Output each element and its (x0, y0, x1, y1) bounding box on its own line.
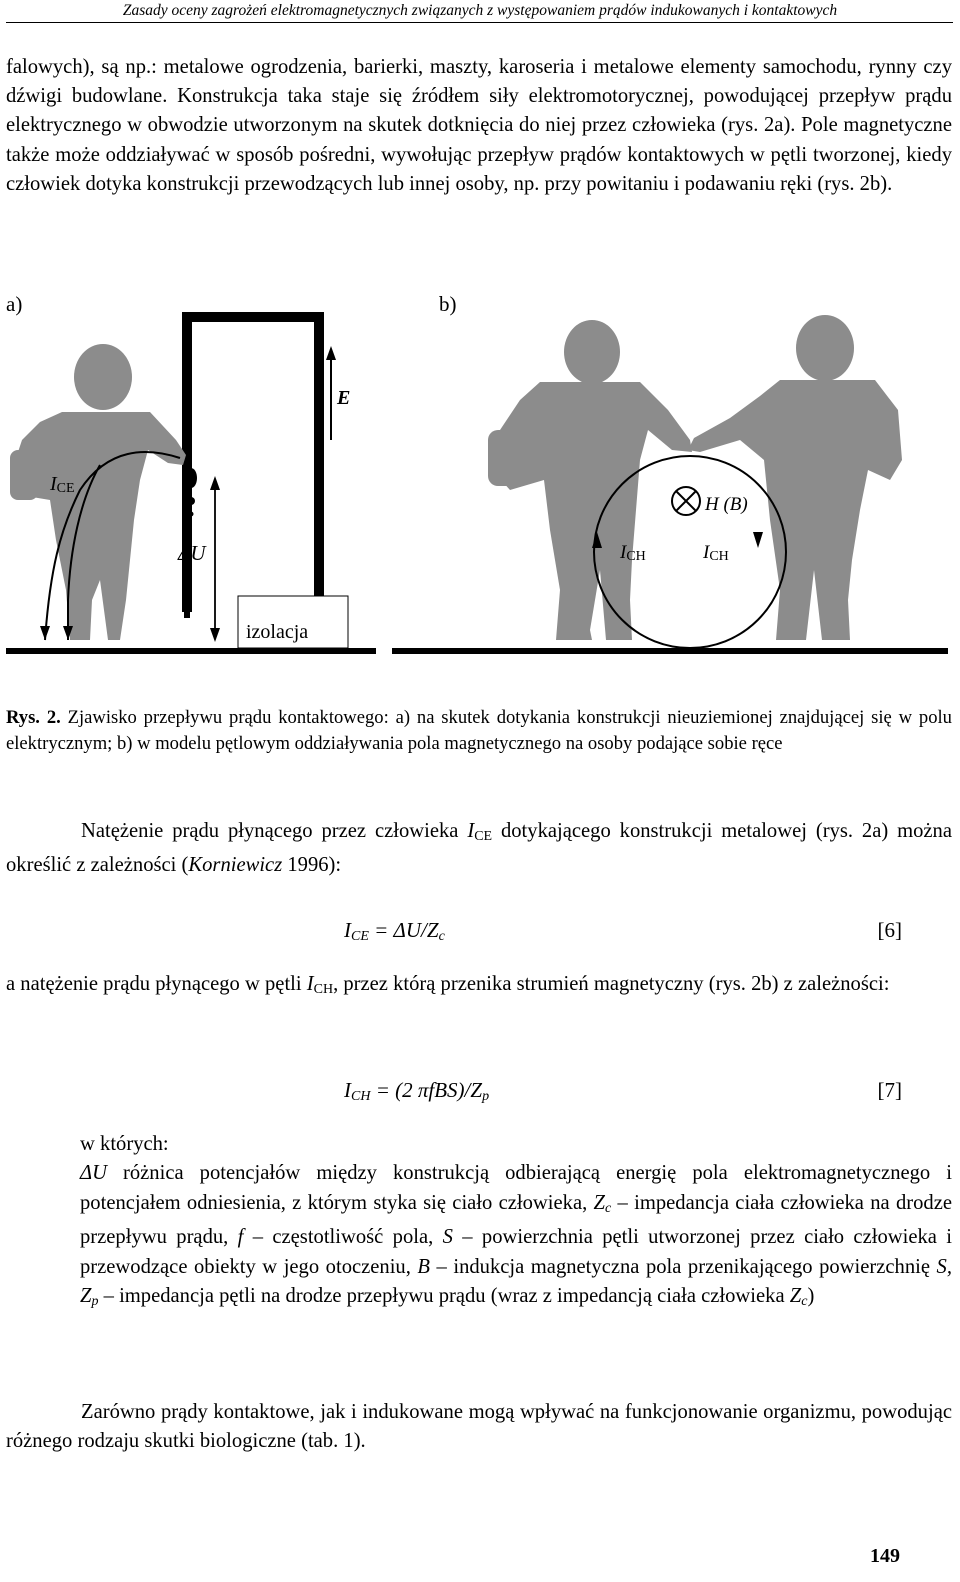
ice-label: ICE (50, 473, 75, 496)
header-rule (6, 22, 953, 23)
figure-caption (6, 705, 952, 757)
equation-6-number: [6] (877, 918, 902, 942)
legend-intro: w których: (80, 1133, 169, 1155)
eq7-rest: = (2 πfBS)/Z (370, 1078, 483, 1102)
equation-6 (344, 918, 445, 949)
ich-right-label: ICH (703, 542, 729, 564)
paragraph-2 (6, 817, 952, 880)
legend-zc-sub: c (605, 1200, 612, 1216)
legend-f: f (237, 1226, 244, 1249)
legend-b: B (417, 1255, 430, 1278)
ground-line-a (6, 648, 376, 654)
ich-left-label: ICH (620, 542, 646, 564)
running-header: Zasady oceny zagrożeń elektromagnetycznych związanych z występowaniem prądów indukowanych i kontaktowych (122, 2, 838, 19)
legend-sz: S, Z (80, 1255, 952, 1308)
legend-s: S (442, 1226, 453, 1249)
e-field-arrow (326, 346, 336, 440)
symbol-legend (80, 1130, 952, 1316)
person-silhouette-b-left (488, 320, 692, 640)
equation-7 (344, 1078, 489, 1109)
legend-t7: ) (807, 1285, 815, 1308)
legend-t6: – impedancja pętli na drodze przepływu prądu (wraz z impedancją ciała człowieka (98, 1285, 790, 1308)
ground-line-b (392, 648, 948, 654)
legend-z2: Z (789, 1285, 802, 1308)
p2-author: Korniewicz (188, 854, 283, 877)
legend-du: ΔU (80, 1162, 107, 1185)
legend-t2: – impedancja ciała człowieka na drodze przepływu prądu, (80, 1191, 952, 1249)
delta-u-label: ΔU (178, 541, 206, 565)
equation-7-number: [7] (877, 1078, 902, 1102)
p2-text-3: 1996): (282, 854, 342, 877)
p3-subscript: CH (313, 982, 334, 997)
eq6-sub: CE (351, 929, 369, 944)
person-silhouette-b-right (688, 315, 902, 640)
eq7-sub2: p (482, 1089, 490, 1104)
p2-symbol-i: I (467, 820, 475, 842)
ice-arrows (40, 626, 73, 640)
paragraph-3 (6, 970, 952, 1004)
eq6-i: I (344, 918, 351, 942)
caption-text: Zjawisko przepływu prądu kontaktowego: a) na skutek dotykania konstrukcji nieuziemionej znajdującej się w polu elektrycznym; b) w modelu pętlowym oddziaływania pola magnetycznego na osoby podające sobie ręce (6, 707, 952, 754)
metal-structure (182, 312, 324, 634)
p2-text-2: dotykającego konstrukcji metalowej (rys. 2a) można określić z zależności ( (6, 820, 952, 877)
legend-t1: różnica potencjałów między konstrukcją odbierającą energię pola elektromagnetycznego i potencjałem odniesienia, z którym styka się ciało człowieka, (80, 1162, 952, 1214)
page-number: 149 (870, 1545, 900, 1567)
eq7-sub: CH (351, 1089, 371, 1104)
figure-label-a: a) (6, 292, 23, 316)
p2-subscript: CE (474, 829, 493, 844)
p3-symbol-i: I (306, 973, 314, 995)
eq6-sub2: c (438, 929, 445, 944)
caption-label: Rys. 2. (6, 707, 61, 728)
legend-t3: – częstotliwość pola, (243, 1226, 443, 1249)
hb-label: H (B) (705, 494, 748, 515)
eq6-rest: = ΔU/Z (368, 918, 439, 942)
e-field-label: E (337, 387, 351, 409)
insulation-label: izolacja (246, 621, 309, 643)
paragraph-1: falowych), są np.: metalowe ogrodzenia, barierki, maszty, karoseria i metalowe elementy samochodu, rynny czy dźwigi budowlane. Konstrukcja taka staje się źródłem siły elektromotorycznej, powodującej przepływ prądu elektrycznego w obwodzie utworzonym na skutek dotknięcia do niej przez człowieka (rys. 2a). Pole magnetyczne także może oddziaływać w sposób pośredni, wywołując przepływ prądów kontaktowych w pętli tworzonej, kiedy człowiek dotyka konstrukcji przewodzących lub innej osoby, np. przy powitaniu i podawaniu ręki (rys. 2b). (6, 56, 952, 195)
legend-t4: – powierzchnia pętli utworzonej przez ciało człowieka i przewodzące obiekty w jego otoczeniu, (80, 1226, 952, 1278)
figure-label-b: b) (439, 292, 457, 316)
person-silhouette-a (10, 344, 186, 640)
magnetic-field-into-page-icon (672, 487, 700, 515)
legend-zc2-sub: c (801, 1294, 808, 1310)
legend-t5: – indukcja magnetyczna pola przenikającego powierzchnię (430, 1255, 937, 1278)
paragraph-4: Zarówno prądy kontaktowe, jak i indukowane mogą wpływać na funkcjonowanie organizmu, powodując różnego rodzaju skutki biologiczne (tab. 1). (6, 1401, 952, 1453)
delta-u-dimension (210, 476, 220, 642)
p3-text-1: a natężenie prądu płynącego w pętli (6, 973, 307, 995)
eq7-i: I (344, 1078, 351, 1102)
legend-zp-sub: p (91, 1294, 99, 1310)
p2-text-1: Natężenie prądu płynącego przez człowieka (81, 820, 468, 842)
legend-z: Z (593, 1191, 605, 1214)
p3-text-2: , przez którą przenika strumień magnetyczny (rys. 2b) z zależności: (333, 973, 890, 995)
figure-2 (0, 300, 960, 680)
